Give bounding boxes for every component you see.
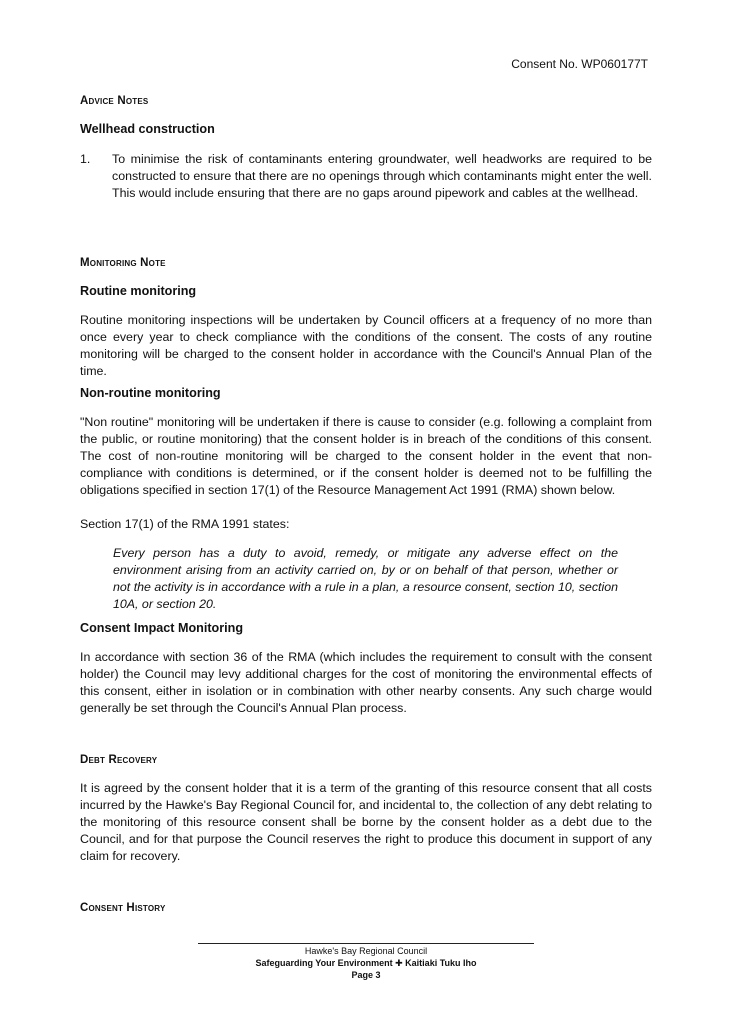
consent-history-heading: Consent History — [80, 902, 166, 914]
debt-recovery-heading: Debt Recovery — [80, 754, 158, 766]
consent-number: Consent No. WP060177T — [511, 57, 648, 71]
item-number: 1. — [80, 152, 91, 166]
advice-note-item — [80, 151, 652, 202]
nonroutine-monitoring-heading: Non-routine monitoring — [80, 386, 221, 400]
debt-recovery-text: It is agreed by the consent holder that it is a term of the granting of this resource consent that all costs incurred by the Hawke's Bay Regional Council for, and incidental to, the collection of any debt relating to the monitoring of this resource consent shall be borne by the consent holder as a debt due to the Council, and for that purpose the Council reserves the right to produce this document in support of any claim for recovery. — [80, 781, 652, 863]
section-intro: Section 17(1) of the RMA 1991 states: — [80, 517, 290, 531]
footer-tagline: Safeguarding Your Environment ✚ Kaitiaki Tuku Iho — [255, 958, 477, 968]
footer-org: Hawke's Bay Regional Council — [304, 946, 428, 956]
consent-impact-monitoring-text: In accordance with section 36 of the RMA (which includes the requirement to consult with the consent holder) the Council may levy additional charges for the cost of monitoring the environmental effects of this consent, either in isolation or in combination with other nearby consents. Any such charge would generally be set through the Council's Annual Plan process. — [80, 650, 652, 715]
footer-page-number: Page 3 — [351, 970, 381, 980]
item-text: To minimise the risk of contaminants entering groundwater, well headworks are required to be constructed to ensure that there are no openings through which contaminants might enter the well. This would include ensuring that there are no gaps around pipework and cables at the wellhead. — [112, 152, 652, 200]
wellhead-construction-heading: Wellhead construction — [80, 122, 215, 136]
routine-monitoring-text: Routine monitoring inspections will be undertaken by Council officers at a frequency of no more than once every year to check compliance with the conditions of the consent. The costs of any routine monitoring will be charged to the consent holder in accordance with the Council's Annual Plan of the time. — [80, 313, 652, 378]
section-quote: Every person has a duty to avoid, remedy, or mitigate any adverse effect on the environment arising from an activity carried on, by or on behalf of that person, whether or not the activity is in accordance with a rule in a plan, a resource consent, section 10, section 10A, or section 20. — [113, 546, 618, 611]
routine-monitoring-heading: Routine monitoring — [80, 284, 197, 298]
monitoring-note-heading: Monitoring Note — [80, 257, 166, 269]
footer-divider — [198, 943, 534, 944]
consent-impact-monitoring-heading: Consent Impact Monitoring — [80, 621, 244, 635]
nonroutine-monitoring-text: "Non routine" monitoring will be undertaken if there is cause to consider (e.g. following a complaint from the public, or routine monitoring) that the consent holder is in breach of the conditions of this consent. The cost of non-routine monitoring will be charged to the consent holder in the event that non-compliance with conditions is determined, or if the consent holder is deemed not to be fulfilling the obligations specified in section 17(1) of the Resource Management Act 1991 (RMA) shown below. — [80, 415, 652, 497]
advice-notes-heading: Advice Notes — [80, 95, 149, 107]
